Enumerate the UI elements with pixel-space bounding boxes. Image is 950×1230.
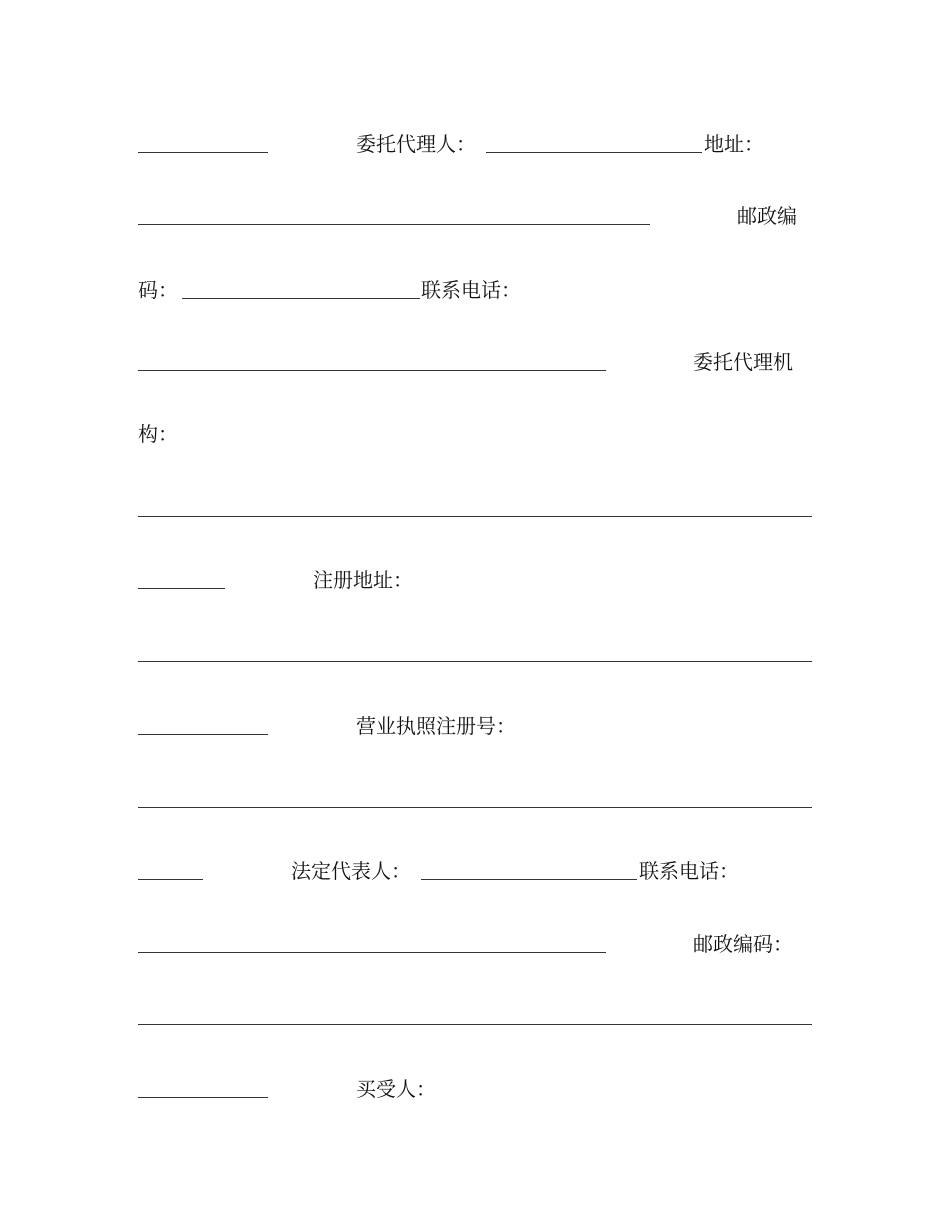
legal-rep-postcode-field[interactable] [138,1024,812,1025]
legal-rep-label: 法定代表人： [291,859,411,883]
line-registered-address [0,564,950,604]
line-business-license [0,710,950,750]
line-business-license-value [0,786,950,826]
line-agent [0,128,950,168]
business-license-field-cont[interactable] [138,879,203,880]
legal-rep-postcode-label: 邮政编码： [693,932,793,956]
line-agent-phone [0,346,950,386]
legal-rep-phone-field[interactable] [138,952,606,953]
agent-postcode-field[interactable] [182,298,420,299]
agent-postcode-label: 邮政编 [737,204,797,228]
line-registered-address-value [0,640,950,680]
agent-postcode-label-cont: 码： [138,278,178,302]
buyer-label: 买受人： [356,1077,436,1101]
business-license-label: 营业执照注册号： [356,714,516,738]
agent-phone-label: 联系电话： [421,278,521,302]
agent-phone-field[interactable] [138,370,606,371]
line-agency [0,418,950,458]
line-buyer [0,1073,950,1113]
agency-label-cont: 构： [138,422,178,446]
registered-address-field[interactable] [138,661,812,662]
line-agent-postcode [0,274,950,314]
line-legal-rep-phone [0,928,950,968]
line-agent-address [0,200,950,240]
line-legal-rep-postcode-value [0,1003,950,1043]
agency-name-field[interactable] [138,516,812,517]
registered-address-field-cont[interactable] [138,734,268,735]
legal-rep-phone-label: 联系电话： [639,859,739,883]
business-license-field[interactable] [138,807,812,808]
line-agency-name [0,494,950,534]
legal-rep-name-field[interactable] [421,879,637,880]
agent-label: 委托代理人： [356,132,476,156]
agent-address-label: 地址： [704,132,764,156]
blank-field-agent-prefix[interactable] [138,152,268,153]
legal-rep-postcode-field-cont[interactable] [138,1097,268,1098]
agency-name-field-cont[interactable] [138,588,225,589]
agency-label: 委托代理机 [693,350,793,374]
line-legal-rep [0,855,950,895]
registered-address-label: 注册地址： [313,568,413,592]
agent-name-field[interactable] [486,152,702,153]
agent-address-field[interactable] [138,224,650,225]
